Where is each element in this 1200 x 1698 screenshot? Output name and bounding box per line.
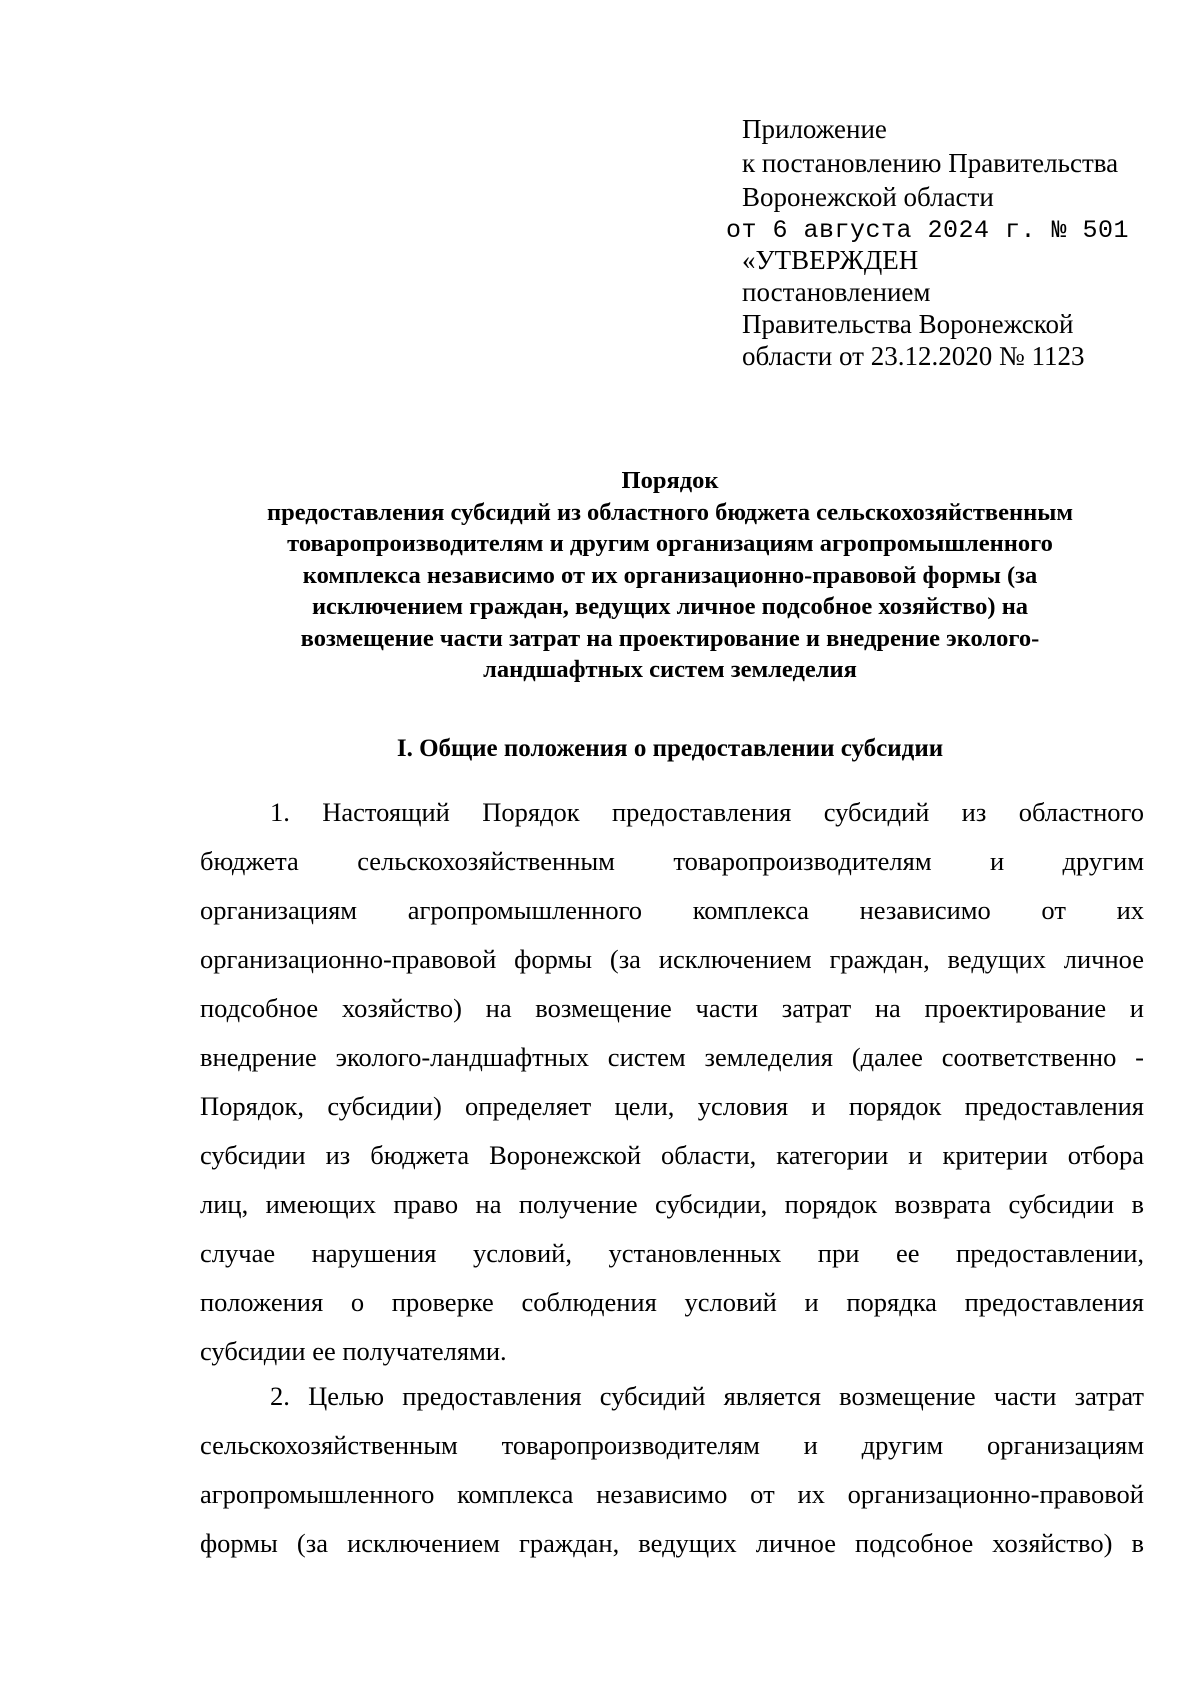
paragraph-line: субсидии из бюджета Воронежской области, категории и критерии отбора xyxy=(200,1140,1144,1170)
title-line: товаропроизводителям и другим организациям агропромышленного xyxy=(287,530,1053,557)
paragraph-line: внедрение эколого-ландшафтных систем земледелия (далее соответственно - xyxy=(200,1042,1144,1072)
paragraph-line: лиц, имеющих право на получение субсидии, порядок возврата субсидии в xyxy=(200,1189,1144,1219)
paragraph-line: формы (за исключением граждан, ведущих личное подсобное хозяйство) в xyxy=(200,1528,1144,1558)
approved-line: Правительства Воронежской xyxy=(742,309,1074,339)
paragraph-line: 2. Целью предоставления субсидий является возмещение части затрат xyxy=(270,1381,1144,1411)
appendix-line: Воронежской области xyxy=(742,182,994,212)
paragraph-line: 1. Настоящий Порядок предоставления субсидий из областного xyxy=(270,797,1144,827)
title-line: предоставления субсидий из областного бюджета сельскохозяйственным xyxy=(266,498,1074,526)
paragraph-line: случае нарушения условий, установленных при ее предоставлении, xyxy=(200,1238,1144,1268)
document-title xyxy=(150,465,1190,686)
appendix-line: Приложение xyxy=(742,114,887,144)
paragraph-2 xyxy=(200,1372,1144,1568)
paragraph-line: агропромышленного комплекса независимо от их организационно-правовой xyxy=(200,1479,1144,1509)
title-line: комплекса независимо от их организационно-правовой формы (за xyxy=(302,561,1038,589)
appendix-line: к постановлению Правительства xyxy=(742,148,1119,178)
paragraph-1 xyxy=(200,788,1144,1376)
paragraph-line: субсидии ее получателями. xyxy=(200,1336,507,1366)
approved-line: области от 23.12.2020 № 1123 xyxy=(742,341,1085,371)
approved-line: постановлением xyxy=(742,277,931,307)
paragraph-line: организациям агропромышленного комплекса независимо от их xyxy=(200,895,1144,925)
paragraph-line: подсобное хозяйство) на возмещение части затрат на проектирование и xyxy=(200,993,1144,1023)
title-line: возмещение части затрат на проектирование и внедрение эколого- xyxy=(300,624,1040,652)
appendix-header xyxy=(742,112,1162,214)
paragraph-line: положения о проверке соблюдения условий и порядка предоставления xyxy=(200,1287,1144,1317)
title-line: исключением граждан, ведущих личное подсобное хозяйство) на xyxy=(311,593,1029,620)
title-line: ландшафтных систем земледелия xyxy=(483,656,857,683)
approved-line: «УТВЕРЖДЕН xyxy=(742,245,919,275)
title-line: Порядок xyxy=(621,467,719,494)
approved-block xyxy=(742,244,1162,372)
registration-stamp: от 6 августа 2024 г. № 501 xyxy=(726,216,1130,245)
paragraph-line: бюджета сельскохозяйственным товаропроизводителям и другим xyxy=(200,846,1144,876)
paragraph-line: сельскохозяйственным товаропроизводителям и другим организациям xyxy=(200,1430,1144,1460)
paragraph-line: организационно-правовой формы (за исключением граждан, ведущих личное xyxy=(200,944,1144,974)
paragraph-line: Порядок, субсидии) определяет цели, условия и порядок предоставления xyxy=(200,1091,1144,1121)
section-heading: I. Общие положения о предоставлении субсидии xyxy=(396,735,944,762)
